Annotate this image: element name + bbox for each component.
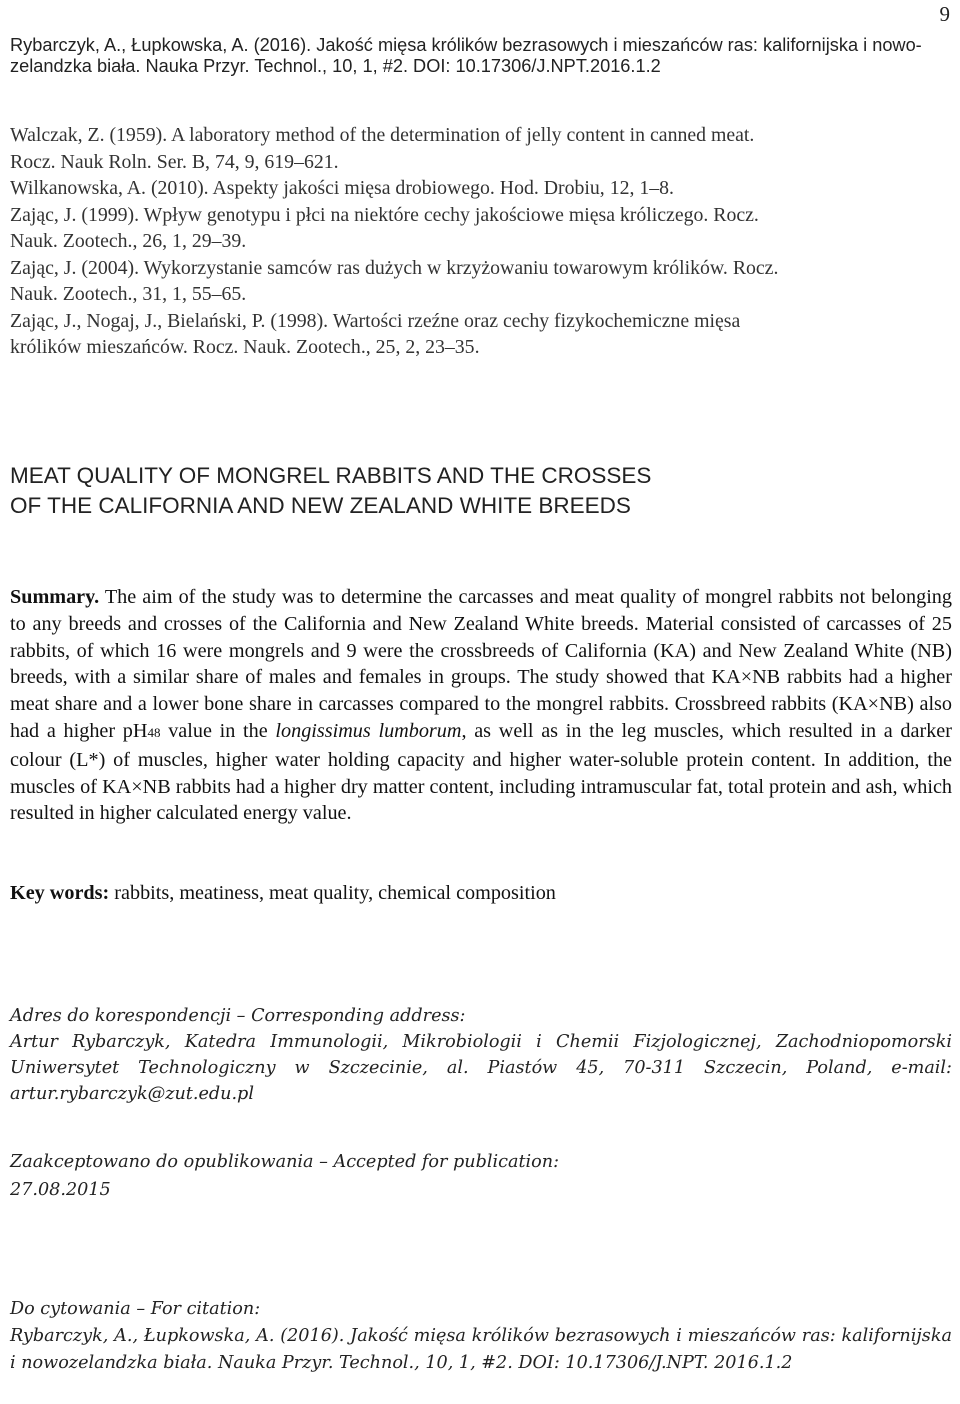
page-number: 9 (939, 2, 950, 26)
reference-line: Nauk. Zootech., 26, 1, 29–39. (10, 230, 247, 252)
acceptance-heading: Zaakceptowano do opublikowania – Accepted for publication: (10, 1152, 560, 1172)
citation-text: Rybarczyk, A., Łupkowska, A. (2016). Jakość mięsa królików bezrasowych i mieszańców ras: kalifornijska i nowozelandzka biała. Nauka Przyr. Technol., 10, 1, #2. DOI: 10.17306/J.NPT. 2016.1.2 (10, 1326, 952, 1373)
correspondence-text: Artur Rybarczyk, Katedra Immunologii, Mikrobiologii i Chemii Fizjologicznej, Zachodniopomorski Uniwersytet Technologiczny w Szczecinie, al. Piastów 45, 70-311 Szczecin, Poland, e-mail: artur.rybarczyk@zut.edu.pl (10, 1032, 952, 1104)
citation-info (10, 1296, 952, 1377)
summary-text: , as well as in the leg muscles, which resulted in a darker colour (L*) of muscles, higher water holding capacity and higher water-soluble protein content. In addition, the muscles of KA×NB rabbits had a higher dry matter content, including intramuscular fat, total protein and ash, which resulted in higher calculated energy value. (10, 719, 952, 825)
correspondence-address (10, 1003, 952, 1107)
keywords-label: Key words: (10, 882, 110, 904)
reference-line: Rocz. Nauk Roln. Ser. B, 74, 9, 619–621. (10, 150, 339, 173)
reference-item (10, 255, 955, 308)
reference-line: Zając, J. (2004). Wykorzystanie samców ras dużych w krzyżowaniu towarowym królików. Rocz. (10, 256, 779, 279)
reference-line: Zając, J. (1999). Wpływ genotypu i płci na niektóre cechy jakościowe mięsa króliczego. Rocz. (10, 203, 759, 226)
reference-item (10, 202, 955, 255)
reference-line: Nauk. Zootech., 31, 1, 55–65. (10, 283, 247, 305)
summary-paragraph (10, 584, 952, 827)
muscle-name: longissimus lumborum (275, 719, 462, 742)
summary-label: Summary. (10, 586, 100, 608)
reference-list (10, 122, 955, 361)
running-header-line-2: zelandzka biała. Nauka Przyr. Technol., 10, 1, #2. DOI: 10.17306/J.NPT.2016.1.2 (10, 56, 661, 76)
summary-text: value in the (160, 719, 276, 742)
reference-line: królików mieszańców. Rocz. Nauk. Zootech., 25, 2, 23–35. (10, 336, 480, 358)
reference-line: Zając, J., Nogaj, J., Bielański, P. (1998). Wartości rzeźne oraz cechy fizykochemiczne mięsa (10, 309, 741, 332)
reference-item (10, 308, 955, 361)
article-title (10, 461, 950, 521)
reference-item (10, 175, 955, 202)
keywords (10, 880, 952, 906)
reference-line: Walczak, Z. (1959). A laboratory method of the determination of jelly content in canned meat. (10, 124, 755, 146)
keywords-text: rabbits, meatiness, meat quality, chemical composition (109, 882, 556, 904)
acceptance-info (10, 1148, 952, 1204)
reference-line: Wilkanowska, A. (2010). Aspekty jakości mięsa drobiowego. Hod. Drobiu, 12, 1–8. (10, 177, 674, 199)
summary-text: The aim of the study was to determine the carcasses and meat quality of mongrel rabbits not belonging to any breeds and crosses of the California and New Zealand White breeds. Material consisted of carcasses of 25 rabbits, of which 16 were mongrels and 9 were the crossbreeds of California (KA) and New Zealand White (NB) breeds, with a similar share of males and females in groups. The study showed that KA×NB rabbits had a higher meat share and a lower bone share in carcasses compared to the mongrel rabbits. Crossbreed rabbits (KA×NB) also had a higher pH (10, 586, 952, 742)
running-header (10, 35, 950, 77)
reference-item (10, 122, 955, 175)
article-title-line-2: OF THE CALIFORNIA AND NEW ZEALAND WHITE BREEDS (10, 493, 631, 518)
article-title-line-1: MEAT QUALITY OF MONGREL RABBITS AND THE CROSSES (10, 463, 652, 488)
running-header-line-1: Rybarczyk, A., Łupkowska, A. (2016). Jakość mięsa królików bezrasowych i mieszańców ras: kalifornijska i nowo- (10, 35, 922, 55)
acceptance-date: 27.08.2015 (10, 1180, 111, 1200)
citation-heading: Do cytowania – For citation: (10, 1299, 261, 1319)
correspondence-heading: Adres do korespondencji – Corresponding address: (10, 1006, 466, 1026)
ph-subscript: 48 (147, 724, 161, 740)
